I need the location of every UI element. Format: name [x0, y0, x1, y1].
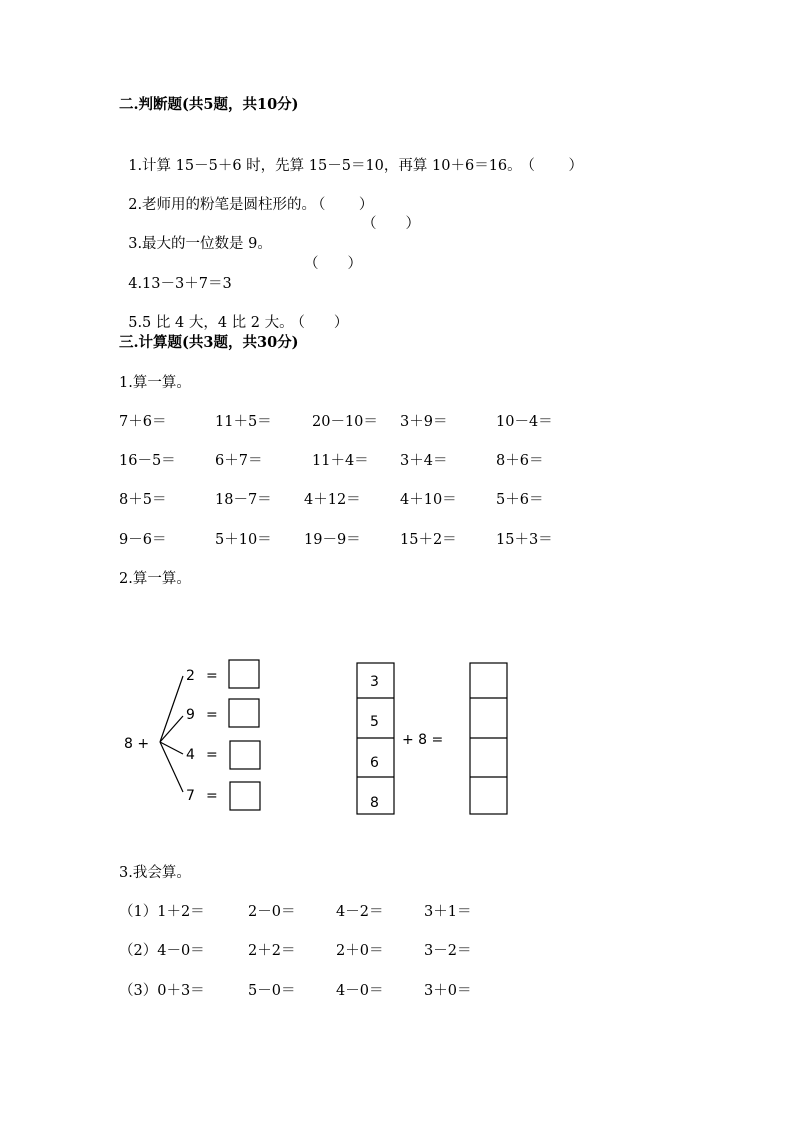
judgment-item-text: 2.老师用的粉笔是圆柱形的。 [128, 197, 317, 213]
calc-item: （1）1＋2＝ [119, 904, 205, 920]
equals-sign: = [206, 747, 218, 763]
calc-item: 10－4＝ [496, 414, 553, 430]
stack-number: 3 [370, 674, 379, 690]
calc-item: 8＋5＝ [119, 492, 167, 508]
fan-lines [160, 676, 183, 792]
question-1-label: 1.算一算。 [119, 375, 191, 391]
question-2-label: 2.算一算。 [119, 571, 191, 587]
calc-item: 2＋2＝ [248, 943, 296, 959]
calc-item: （2）4－0＝ [119, 943, 205, 959]
calc-item: 4－0＝ [336, 983, 384, 999]
judgment-item-text: 3.最大的一位数是 9。 [128, 236, 272, 252]
branch-number: 9 [186, 707, 195, 723]
calc-item: 15＋2＝ [400, 532, 457, 548]
judgment-item-text: 5.5 比 4 大，4 比 2 大。 [128, 315, 294, 331]
answer-box[interactable] [230, 782, 260, 810]
judgment-item-text: 1.计算 15－5＋6 时，先算 15－5＝10，再算 10＋6＝16。 [128, 158, 522, 174]
answer-paren[interactable]: （ ） [527, 158, 584, 174]
calc-item: 4＋12＝ [304, 492, 361, 508]
calc-item: 16－5＝ [119, 453, 176, 469]
calc-item: 20－10＝ [312, 414, 378, 430]
stack-number: 5 [370, 714, 379, 730]
answer-paren[interactable]: （ ） [318, 197, 374, 213]
fan-start-label: 8 + [124, 736, 150, 752]
answer-box[interactable] [230, 741, 260, 769]
calc-item: 11＋5＝ [215, 414, 272, 430]
calc-item: 11＋4＝ [312, 453, 369, 469]
section3-heading: 三.计算题(共3题，共30分) [119, 334, 299, 351]
calc-item: 3＋9＝ [400, 414, 448, 430]
branch-number: 2 [186, 668, 195, 684]
calc-item: 2＋0＝ [336, 943, 384, 959]
calc-item: 3－2＝ [424, 943, 472, 959]
question-3-label: 3.我会算。 [119, 865, 191, 881]
equals-sign: = [206, 788, 218, 804]
calc-item: 18－7＝ [215, 492, 272, 508]
calc-item: 5＋10＝ [215, 532, 272, 548]
equals-sign: = [206, 707, 218, 723]
calc-item: 2－0＝ [248, 904, 296, 920]
calc-item: 8＋6＝ [496, 453, 544, 469]
stack-number: 8 [370, 795, 379, 811]
calc-item: 3＋4＝ [400, 453, 448, 469]
branch-number: 7 [186, 788, 195, 804]
calc-item: 4＋10＝ [400, 492, 457, 508]
calc-item: 5－0＝ [248, 983, 296, 999]
answer-box[interactable] [229, 660, 259, 688]
calc-item: 3＋0＝ [424, 983, 472, 999]
calc-item: 19－9＝ [304, 532, 361, 548]
calc-item: 4－2＝ [336, 904, 384, 920]
stack-number: 6 [370, 755, 379, 771]
calc-item: 9－6＝ [119, 532, 167, 548]
judgment-item-text: 4.13－3＋7＝3 [128, 276, 232, 292]
plus-eight-equals: + 8 = [402, 732, 444, 748]
calc-item: 6＋7＝ [215, 453, 263, 469]
answer-paren[interactable]: （ ） [304, 256, 362, 272]
calc-item: （3）0＋3＝ [119, 983, 205, 999]
calc-item: 3＋1＝ [424, 904, 472, 920]
calc-item: 5＋6＝ [496, 492, 544, 508]
calc-item: 15＋3＝ [496, 532, 553, 548]
equals-sign: = [206, 668, 218, 684]
answer-paren[interactable]: （ ） [297, 315, 349, 331]
answer-box[interactable] [229, 699, 259, 727]
answer-paren[interactable]: （ ） [362, 216, 420, 232]
branch-number: 4 [186, 747, 195, 763]
section2-heading: 二.判断题(共5题，共10分) [119, 96, 299, 113]
calc-item: 7＋6＝ [119, 414, 167, 430]
